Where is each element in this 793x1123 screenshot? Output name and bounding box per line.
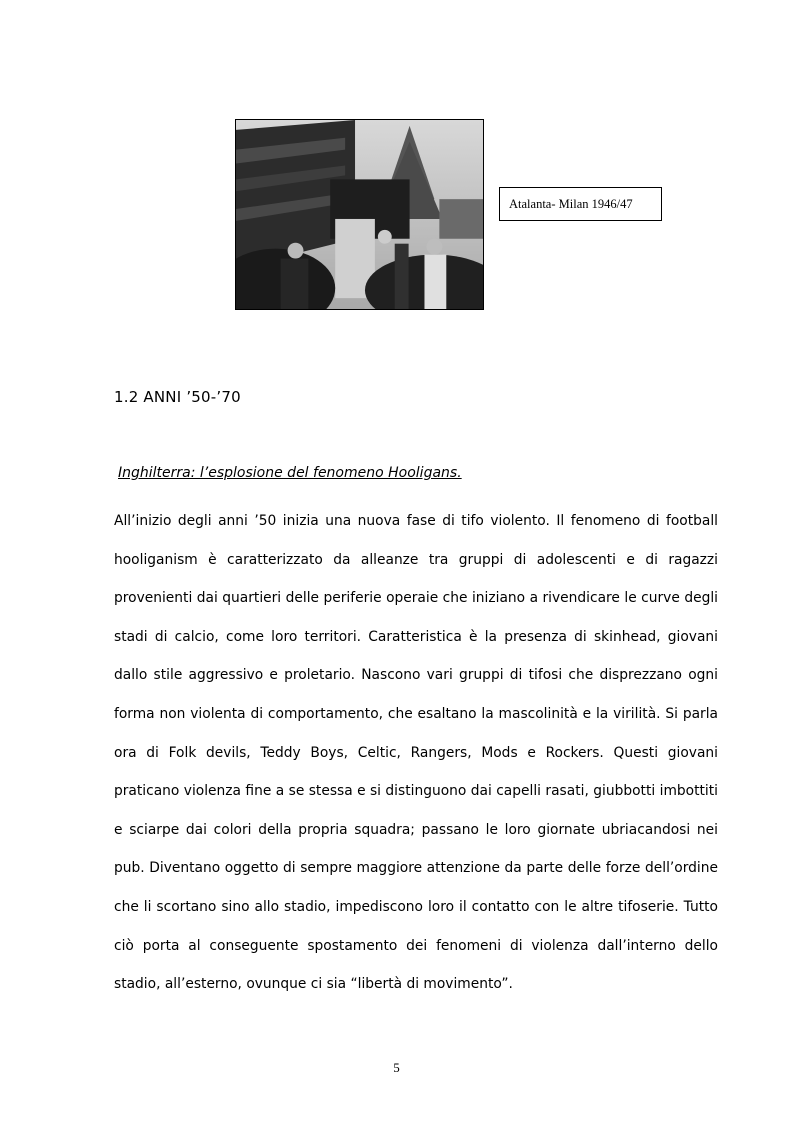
subsection-heading: Inghilterra: l’esplosione del fenomeno Hooligans. bbox=[118, 465, 462, 481]
photo-caption: Atalanta- Milan 1946/47 bbox=[499, 187, 662, 221]
section-title: 1.2 ANNI ’50-’70 bbox=[114, 388, 241, 406]
page-number: 5 bbox=[393, 1060, 400, 1075]
body-paragraph: All’inizio degli anni ’50 inizia una nuova fase di tifo violento. Il fenomeno di football hooliganism è caratterizzato da alleanze tra gruppi di adolescenti e di ragazzi provenienti dai quartieri delle periferie operaie che iniziano a rivendicare le curve degli stadi di calcio, come loro territori. Caratteristica è la presenza di skinhead, giovani dallo stile aggressivo e proletario. Nascono vari gruppi di tifosi che disprezzano ogni forma non violenta di comportamento, che esaltano la mascolinità e la virilità. Si parla ora di Folk devils, Teddy Boys, Celtic, Rangers, Mods e Rockers. Questi giovani praticano violenza fine a se stessa e si distinguono dai capelli rasati, giubbotti imbottiti e sciarpe dai colori della propria squadra; passano le loro giornate ubriacandosi nei pub. Diventano oggetto di sempre maggiore attenzione da parte delle forze dell’ordine che li scortano sino allo stadio, impediscono loro il contatto con le altre tifoserie. Tutto ciò porta al conseguente spostamento dei fenomeni di violenza dall’interno dello stadio, all’esterno, ovunque ci sia “libertà di movimento”. bbox=[114, 513, 718, 993]
stadium-crowd-image bbox=[236, 120, 483, 309]
stadium-photo bbox=[235, 119, 484, 310]
